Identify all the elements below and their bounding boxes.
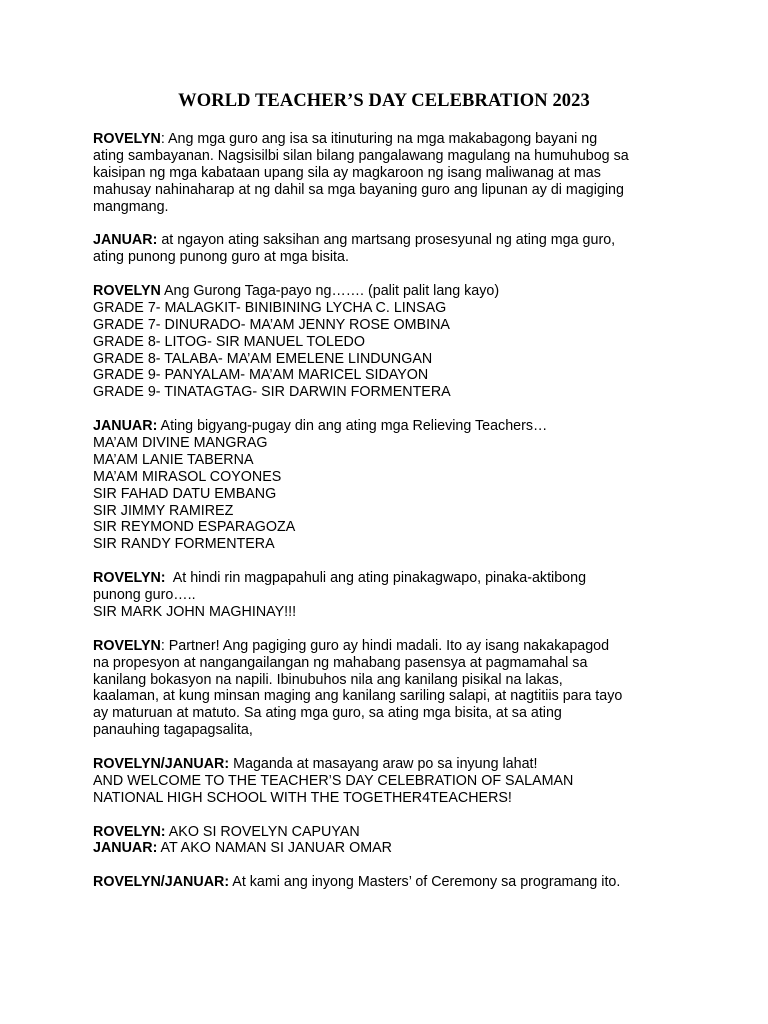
text-line: GRADE 7- MALAGKIT- BINIBINING LYCHA C. LINSAG	[93, 299, 447, 316]
dialogue-block	[93, 756, 713, 807]
speaker-name: JANUAR:	[93, 418, 158, 435]
speaker-name: JANUAR:	[93, 232, 158, 249]
paragraph-gap	[93, 807, 713, 824]
speaker-name: ROVELYN/JANUAR:	[93, 755, 230, 772]
line-text: AKO SI ROVELYN CAPUYAN	[165, 823, 360, 840]
text-line	[93, 824, 713, 841]
line-text: : Partner! Ang pagiging guro ay hindi madali. Ito ay isang nakakapagod	[160, 637, 610, 654]
speaker-name: ROVELYN:	[93, 570, 166, 587]
document-body	[93, 131, 713, 891]
text-line: na propesyon at nangangailangan ng mahabang pasensya at pagmamahal sa	[93, 654, 588, 671]
text-line: mangmang.	[93, 198, 169, 215]
text-line: MA’AM DIVINE MANGRAG	[93, 435, 268, 452]
text-line: kanilang bokasyon na napili. Ibinubuhos nila ang kanilang pisikal na lakas,	[93, 671, 563, 688]
text-line: ating punong punong guro at mga bisita.	[93, 249, 349, 266]
text-line: SIR REYMOND ESPARAGOZA	[93, 519, 296, 536]
text-line	[93, 418, 713, 435]
text-line: kaalaman, at kung minsan maging ang kanilang sariling salapi, at nagtitiis para tayo	[93, 688, 623, 705]
text-line: panauhing tagapagsalita,	[93, 722, 253, 739]
text-line	[93, 570, 713, 587]
line-text: Ang Gurong Taga-payo ng……. (palit palit lang kayo)	[160, 283, 500, 300]
speaker-name: ROVELYN	[93, 637, 161, 654]
paragraph-gap	[93, 266, 713, 283]
text-line: GRADE 9- PANYALAM- MA’AM MARICEL SIDAYON	[93, 367, 429, 384]
text-line	[93, 283, 713, 300]
text-line	[93, 638, 713, 655]
speaker-name: JANUAR:	[93, 840, 158, 857]
dialogue-block	[93, 131, 713, 215]
dialogue-block	[93, 232, 713, 266]
text-line: punong guro…..	[93, 587, 196, 604]
document-title: WORLD TEACHER’S DAY CELEBRATION 2023	[178, 91, 590, 111]
dialogue-block	[93, 874, 713, 891]
text-line: MA’AM LANIE TABERNA	[93, 451, 254, 468]
text-line: ay maturuan at matuto. Sa ating mga guro, sa ating mga bisita, at sa ating	[93, 705, 562, 722]
line-text: Ating bigyang-pugay din ang ating mga Relieving Teachers…	[157, 418, 548, 435]
text-line	[93, 840, 713, 857]
text-line: mahusay nahinaharap at ng dahil sa mga bayaning guro ang lipunan ay di magiging	[93, 181, 624, 198]
text-line: ating sambayanan. Nagsisilbi silan bilang pangalawang magulang na humuhubog sa	[93, 147, 629, 164]
text-line: SIR RANDY FORMENTERA	[93, 536, 275, 553]
line-text: At hindi rin magpapahuli ang ating pinakagwapo, pinaka-aktibong	[165, 570, 587, 587]
text-line: GRADE 7- DINURADO- MA’AM JENNY ROSE OMBINA	[93, 316, 450, 333]
text-line	[93, 756, 713, 773]
paragraph-gap	[93, 215, 713, 232]
dialogue-block	[93, 570, 713, 621]
speaker-name: ROVELYN	[93, 283, 161, 300]
text-line	[93, 874, 713, 891]
text-line: GRADE 8- LITOG- SIR MANUEL TOLEDO	[93, 333, 365, 350]
dialogue-block	[93, 824, 713, 858]
text-line: GRADE 8- TALABA- MA’AM EMELENE LINDUNGAN	[93, 350, 433, 367]
text-line	[93, 232, 713, 249]
text-line: SIR FAHAD DATU EMBANG	[93, 485, 277, 502]
line-text: at ngayon ating saksihan ang martsang prosesyunal ng ating mga guro,	[157, 232, 616, 249]
text-line: SIR MARK JOHN MAGHINAY!!!	[93, 603, 297, 620]
dialogue-block	[93, 638, 713, 739]
text-line: AND WELCOME TO THE TEACHER’S DAY CELEBRATION OF SALAMAN	[93, 772, 574, 789]
dialogue-block	[93, 283, 713, 401]
paragraph-gap	[93, 739, 713, 756]
speaker-name: ROVELYN	[93, 131, 161, 147]
text-line	[93, 131, 713, 148]
line-text: AT AKO NAMAN SI JANUAR OMAR	[157, 840, 392, 857]
text-line: MA’AM MIRASOL COYONES	[93, 468, 282, 485]
paragraph-gap	[93, 621, 713, 638]
text-line: GRADE 9- TINATAGTAG- SIR DARWIN FORMENTERA	[93, 384, 451, 401]
paragraph-gap	[93, 553, 713, 570]
line-text: Maganda at masayang araw po sa inyung lahat!	[229, 755, 538, 772]
text-line: kaisipan ng mga kabataan upang sila ay magkaroon ng isang maliwanag at mas	[93, 164, 601, 181]
paragraph-gap	[93, 401, 713, 418]
line-text: : Ang mga guro ang isa sa itinuturing na mga makabagong bayani ng	[160, 131, 598, 147]
text-line: NATIONAL HIGH SCHOOL WITH THE TOGETHER4TEACHERS!	[93, 789, 512, 806]
text-line: SIR JIMMY RAMIREZ	[93, 502, 234, 519]
speaker-name: ROVELYN:	[93, 823, 166, 840]
speaker-name: ROVELYN/JANUAR:	[93, 874, 230, 891]
paragraph-gap	[93, 857, 713, 874]
dialogue-block	[93, 418, 713, 553]
line-text: At kami ang inyong Masters’ of Ceremony sa programang ito.	[229, 874, 621, 891]
